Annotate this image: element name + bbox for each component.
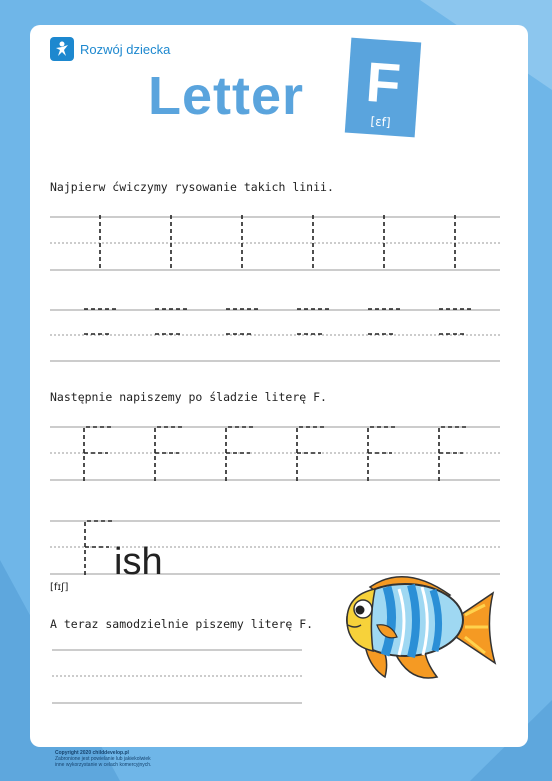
instruction-1: Najpierw ćwiczymy rysowanie takich linii. [50,180,334,194]
brand-name: Rozwój dziecka [80,41,171,57]
footer-line-1: Zabronione jest powielanie lub jakiekolwiek [55,756,151,762]
letter-big: F [364,49,403,116]
word-pronunciation: [fɪʃ] [50,582,69,593]
footer-line-2: inne wykorzystanie w celach komercyjnych. [55,762,152,768]
letter-pronunciation: [ɛf] [370,114,392,130]
instruction-2: Następnie napiszemy po śladzie literę F. [50,390,327,404]
worksheet-card [30,25,528,747]
word-fish-rest: ish [114,541,163,583]
footer [55,750,151,768]
fish-illustration [325,565,500,690]
instruction-3: A teraz samodzielnie piszemy literę F. [50,617,314,631]
footer-copyright: Copyright 2020 childdevelop.pl [55,750,129,756]
page-title: Letter [148,66,305,126]
